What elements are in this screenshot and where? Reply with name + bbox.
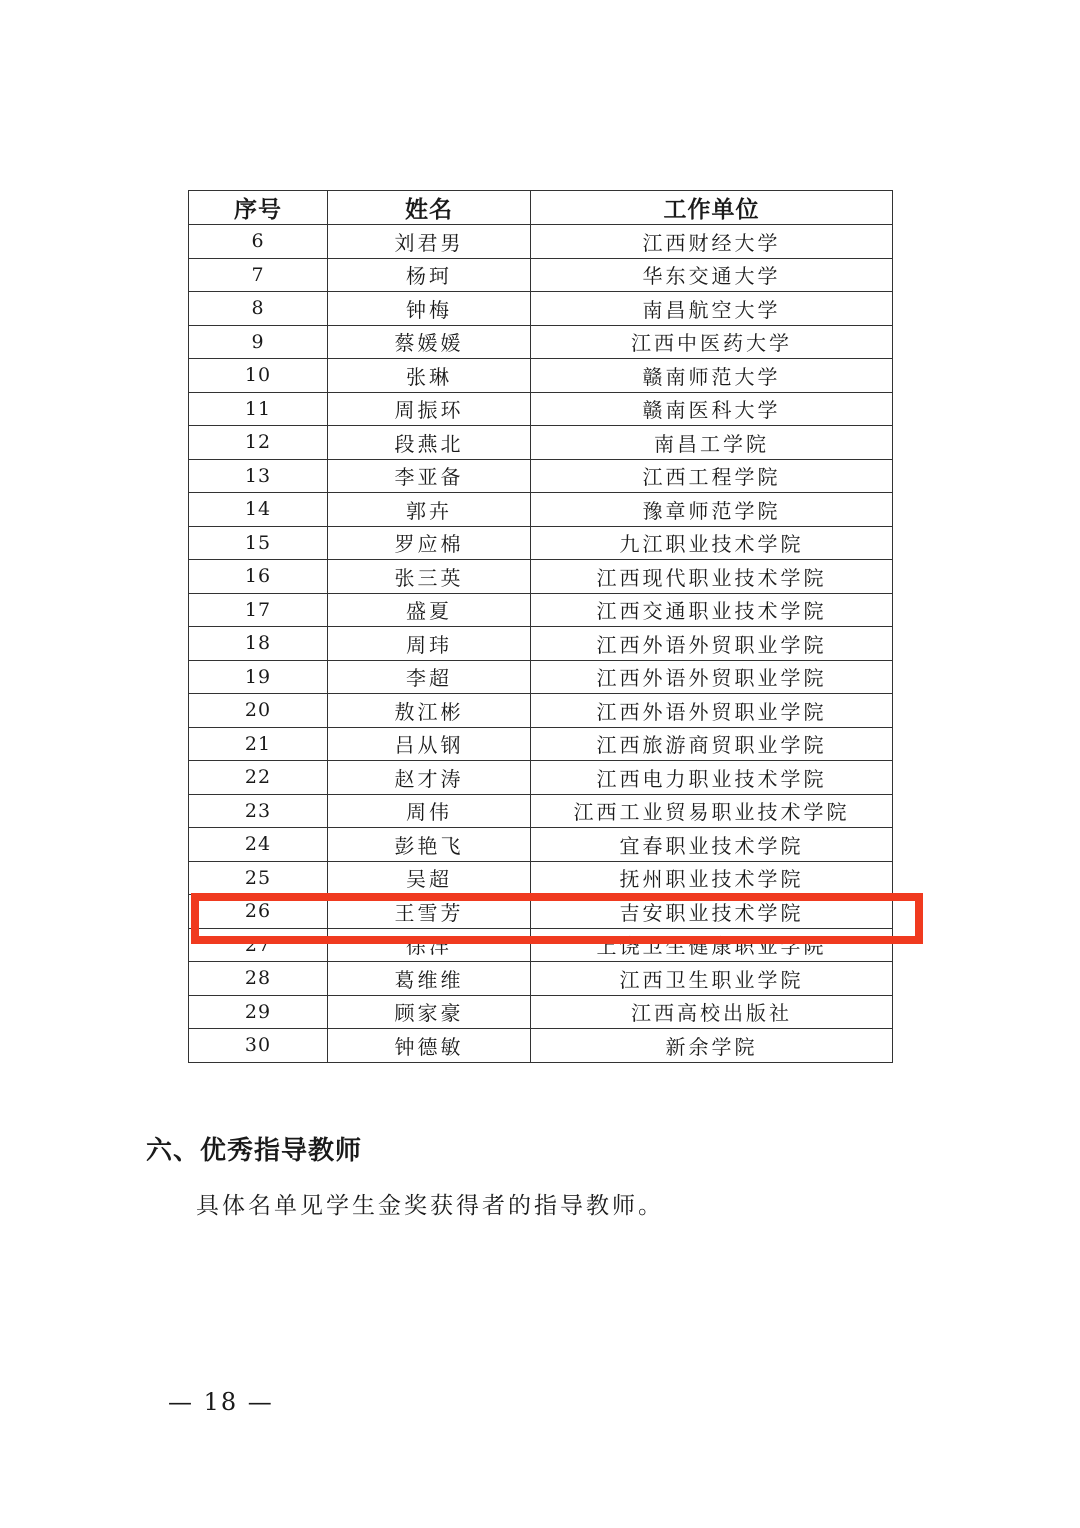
table-row — [189, 962, 893, 996]
table-row — [189, 392, 893, 426]
table-row — [189, 359, 893, 393]
row-name: 葛维维 — [328, 962, 531, 996]
row-work-unit: 吉安职业技术学院 — [531, 895, 893, 929]
row-name: 李超 — [328, 660, 531, 694]
row-name: 赵才涛 — [328, 761, 531, 795]
table-row — [189, 225, 893, 259]
row-name: 周伟 — [328, 794, 531, 828]
row-work-unit: 宜春职业技术学院 — [531, 828, 893, 862]
row-serial-number: 8 — [189, 292, 328, 326]
row-name: 顾家豪 — [328, 995, 531, 1029]
row-work-unit: 江西电力职业技术学院 — [531, 761, 893, 795]
row-name: 杨珂 — [328, 258, 531, 292]
row-serial-number: 26 — [189, 895, 328, 929]
page-number: — 18 — — [168, 1388, 274, 1416]
row-work-unit: 华东交通大学 — [531, 258, 893, 292]
row-serial-number: 15 — [189, 526, 328, 560]
table-row — [189, 928, 893, 962]
row-name: 张三英 — [328, 560, 531, 594]
row-name: 蔡媛媛 — [328, 325, 531, 359]
row-serial-number: 22 — [189, 761, 328, 795]
row-name: 盛夏 — [328, 593, 531, 627]
table-row — [189, 861, 893, 895]
row-serial-number: 14 — [189, 493, 328, 527]
row-work-unit: 江西高校出版社 — [531, 995, 893, 1029]
row-serial-number: 20 — [189, 694, 328, 728]
header-name: 姓名 — [328, 191, 531, 225]
row-serial-number: 25 — [189, 861, 328, 895]
row-work-unit: 江西外语外贸职业学院 — [531, 627, 893, 661]
row-serial-number: 12 — [189, 426, 328, 460]
row-name: 钟德敏 — [328, 1029, 531, 1063]
table-row — [189, 325, 893, 359]
table-row — [189, 794, 893, 828]
row-name: 敖江彬 — [328, 694, 531, 728]
table-row — [189, 292, 893, 326]
row-serial-number: 30 — [189, 1029, 328, 1063]
row-work-unit: 江西中医药大学 — [531, 325, 893, 359]
row-work-unit: 新余学院 — [531, 1029, 893, 1063]
table-row — [189, 493, 893, 527]
table-row — [189, 727, 893, 761]
row-name: 罗应棉 — [328, 526, 531, 560]
row-serial-number: 21 — [189, 727, 328, 761]
row-work-unit: 南昌航空大学 — [531, 292, 893, 326]
row-name: 刘君男 — [328, 225, 531, 259]
row-serial-number: 9 — [189, 325, 328, 359]
row-name: 周振环 — [328, 392, 531, 426]
row-work-unit: 九江职业技术学院 — [531, 526, 893, 560]
award-roster-table — [188, 190, 893, 1063]
table-row — [189, 627, 893, 661]
table-row — [189, 995, 893, 1029]
row-work-unit: 抚州职业技术学院 — [531, 861, 893, 895]
row-work-unit: 赣南师范大学 — [531, 359, 893, 393]
row-name: 段燕北 — [328, 426, 531, 460]
header-serial-number: 序号 — [189, 191, 328, 225]
row-serial-number: 6 — [189, 225, 328, 259]
row-work-unit: 赣南医科大学 — [531, 392, 893, 426]
row-name: 周玮 — [328, 627, 531, 661]
row-name: 李亚备 — [328, 459, 531, 493]
row-name: 徐洋 — [328, 928, 531, 962]
row-serial-number: 18 — [189, 627, 328, 661]
row-name: 吴超 — [328, 861, 531, 895]
row-work-unit: 江西旅游商贸职业学院 — [531, 727, 893, 761]
row-work-unit: 江西外语外贸职业学院 — [531, 694, 893, 728]
row-serial-number: 7 — [189, 258, 328, 292]
row-serial-number: 28 — [189, 962, 328, 996]
row-work-unit: 江西交通职业技术学院 — [531, 593, 893, 627]
row-name: 郭卉 — [328, 493, 531, 527]
row-work-unit: 江西工业贸易职业技术学院 — [531, 794, 893, 828]
table-row — [189, 526, 893, 560]
row-work-unit: 上饶卫生健康职业学院 — [531, 928, 893, 962]
row-serial-number: 29 — [189, 995, 328, 1029]
row-serial-number: 11 — [189, 392, 328, 426]
table-row — [189, 761, 893, 795]
table-row-highlighted — [189, 895, 893, 929]
section-heading: 六、优秀指导教师 — [146, 1136, 363, 1166]
row-serial-number: 10 — [189, 359, 328, 393]
table-row — [189, 560, 893, 594]
header-work-unit: 工作单位 — [531, 191, 893, 225]
row-work-unit: 江西工程学院 — [531, 459, 893, 493]
row-work-unit: 江西外语外贸职业学院 — [531, 660, 893, 694]
table-row — [189, 660, 893, 694]
table-row — [189, 258, 893, 292]
row-name: 吕从钢 — [328, 727, 531, 761]
row-name: 钟梅 — [328, 292, 531, 326]
table-row — [189, 593, 893, 627]
table-row — [189, 459, 893, 493]
row-name: 张琳 — [328, 359, 531, 393]
row-name: 王雪芳 — [328, 895, 531, 929]
row-name: 彭艳飞 — [328, 828, 531, 862]
table-header-row — [189, 191, 893, 225]
row-serial-number: 23 — [189, 794, 328, 828]
row-work-unit: 南昌工学院 — [531, 426, 893, 460]
row-serial-number: 19 — [189, 660, 328, 694]
row-serial-number: 16 — [189, 560, 328, 594]
table-row — [189, 426, 893, 460]
row-serial-number: 27 — [189, 928, 328, 962]
table-row — [189, 1029, 893, 1063]
row-serial-number: 24 — [189, 828, 328, 862]
row-work-unit: 江西卫生职业学院 — [531, 962, 893, 996]
row-serial-number: 17 — [189, 593, 328, 627]
table-row — [189, 828, 893, 862]
section-body-text: 具体名单见学生金奖获得者的指导教师。 — [196, 1193, 664, 1219]
row-work-unit: 豫章师范学院 — [531, 493, 893, 527]
row-serial-number: 13 — [189, 459, 328, 493]
table-row — [189, 694, 893, 728]
row-work-unit: 江西财经大学 — [531, 225, 893, 259]
row-work-unit: 江西现代职业技术学院 — [531, 560, 893, 594]
